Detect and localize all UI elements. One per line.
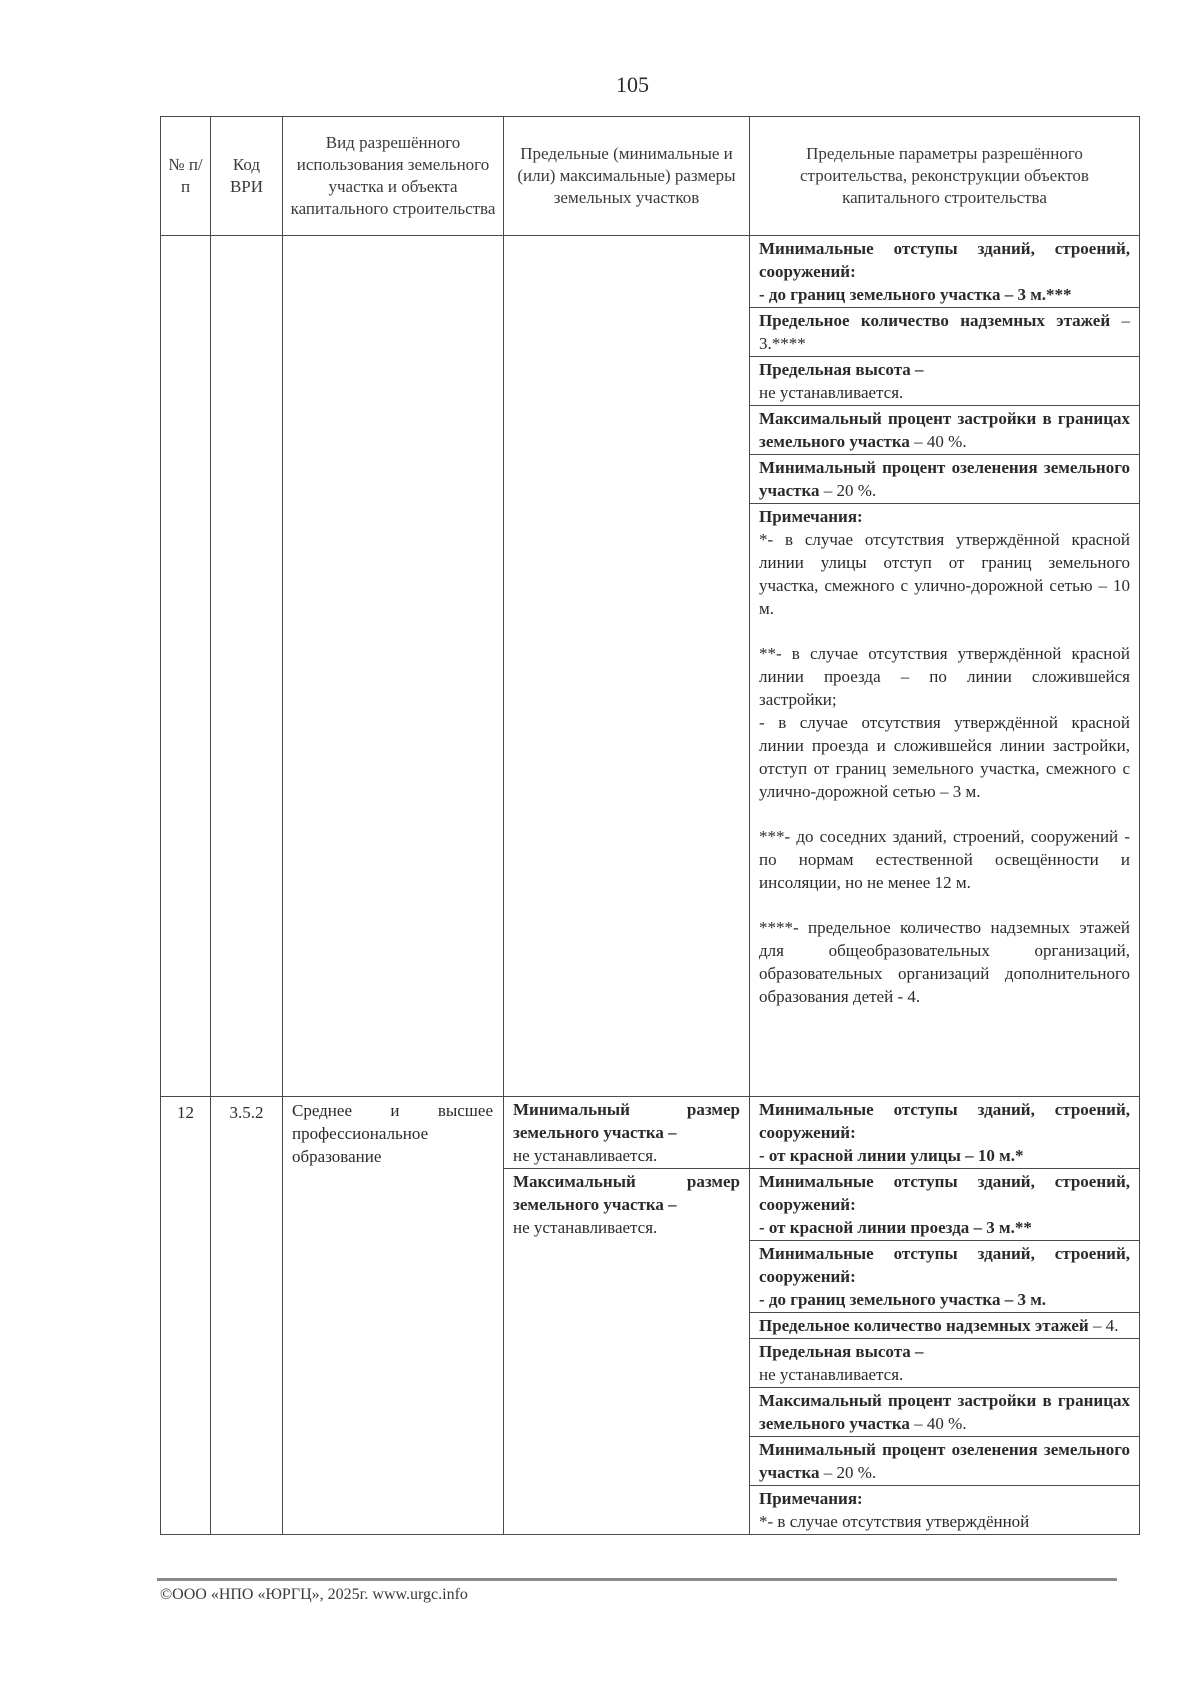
param-title: Минимальные отступы зданий, строений, сооружений: <box>759 1172 1130 1214</box>
param-title: Максимальный процент застройки в границах земельного участка <box>759 409 1130 451</box>
param-value: не устанавливается. <box>759 1365 904 1384</box>
cell-construction-params <box>750 1097 1140 1535</box>
header-use-type: Вид разрешённого использования земельного участка и объекта капитального строительства <box>283 117 504 236</box>
size-title: Максимальный размер земельного участка – <box>513 1172 740 1214</box>
param-value: – 4. <box>1088 1316 1119 1335</box>
cell-plot-sizes <box>504 236 750 1097</box>
param-value: - от красной линии проезда – 3 м.** <box>759 1218 1032 1237</box>
param-value: – 20 %. <box>819 481 877 500</box>
param-title: Минимальный процент озеленения земельного участка <box>759 1440 1130 1482</box>
notes-block <box>750 1486 1139 1534</box>
cell-number <box>161 236 211 1097</box>
param-block <box>750 1437 1139 1486</box>
notes-title: Примечания: <box>759 507 863 526</box>
param-title: Минимальные отступы зданий, строений, сооружений: <box>759 1100 1130 1142</box>
cell-construction-params <box>750 236 1140 1097</box>
note-item: ***- до соседних зданий, строений, сооружений - по нормам естественной освещённости и инсоляции, но не менее 12 м. <box>759 827 1130 892</box>
note-item: *- в случае отсутствия утверждённой красной линии улицы отступ от границ земельного участка, смежного с улично-дорожной сетью – 10 м. <box>759 530 1130 618</box>
param-value: - до границ земельного участка – 3 м. <box>759 1290 1047 1309</box>
param-title: Минимальные отступы зданий, строений, сооружений: <box>759 239 1130 281</box>
cell-code <box>211 236 283 1097</box>
note-item: **- в случае отсутствия утверждённой красной линии проезда – по линии сложившейся застройки; <box>759 644 1130 709</box>
param-value: - от красной линии улицы – 10 м.* <box>759 1146 1024 1165</box>
note-item: - в случае отсутствия утверждённой красной линии проезда и сложившейся линии застройки, отступ от границ земельного участка, смежного с улично-дорожной сетью – 3 м. <box>759 713 1130 801</box>
footer-divider <box>157 1578 1117 1581</box>
size-title: Минимальный размер земельного участка – <box>513 1100 740 1142</box>
use-type-text: Среднее и высшее профессиональное образование <box>292 1101 493 1166</box>
table-header-row <box>161 117 1140 236</box>
param-title: Предельное количество надземных этажей <box>759 1316 1089 1335</box>
cell-code: 3.5.2 <box>211 1097 283 1535</box>
param-block <box>750 236 1139 308</box>
param-block <box>750 1388 1139 1437</box>
param-value: – 40 %. <box>909 432 967 451</box>
param-title: Максимальный процент застройки в границах земельного участка <box>759 1391 1130 1433</box>
note-item: *- в случае отсутствия утверждённой <box>759 1512 1030 1531</box>
cell-plot-sizes <box>504 1097 750 1535</box>
param-block <box>750 1097 1139 1169</box>
regulations-table <box>160 116 1140 1535</box>
param-title: Предельная высота – <box>759 1342 924 1361</box>
notes-block <box>750 504 1139 1009</box>
size-value: не устанавливается. <box>513 1146 658 1165</box>
note-item: ****- предельное количество надземных этажей для общеобразовательных организаций, образовательных организаций дополнительного образования детей - 4. <box>759 918 1130 1006</box>
size-block <box>504 1097 749 1169</box>
cell-number: 12 <box>161 1097 211 1535</box>
param-block <box>750 308 1139 357</box>
size-block <box>504 1169 749 1240</box>
cell-use-type <box>283 236 504 1097</box>
param-block <box>750 357 1139 406</box>
param-title: Предельная высота – <box>759 360 924 379</box>
notes-title: Примечания: <box>759 1489 863 1508</box>
param-title: Минимальные отступы зданий, строений, сооружений: <box>759 1244 1130 1286</box>
param-block <box>750 1339 1139 1388</box>
param-value: не устанавливается. <box>759 383 904 402</box>
param-block <box>750 1241 1139 1313</box>
header-construction-params: Предельные параметры разрешённого строительства, реконструкции объектов капитального строительства <box>750 117 1140 236</box>
param-value: - до границ земельного участка – 3 м.*** <box>759 285 1072 304</box>
param-title: Предельное количество надземных этажей <box>759 311 1111 330</box>
param-block <box>750 455 1139 504</box>
header-code: Код ВРИ <box>211 117 283 236</box>
header-plot-sizes: Предельные (минимальные и (или) максимальные) размеры земельных участков <box>504 117 750 236</box>
param-block <box>750 406 1139 455</box>
param-value: – 3.**** <box>759 311 1131 353</box>
page-number: 105 <box>616 72 649 97</box>
param-value: – 40 %. <box>909 1414 967 1433</box>
cell-use-type <box>283 1097 504 1535</box>
table-row <box>161 1097 1140 1535</box>
param-value: – 20 %. <box>819 1463 877 1482</box>
table-row <box>161 236 1140 1097</box>
size-value: не устанавливается. <box>513 1218 658 1237</box>
footer-copyright: ©ООО «НПО «ЮРГЦ», 2025г. www.urgc.info <box>160 1586 468 1603</box>
param-block <box>750 1169 1139 1241</box>
header-number: № п/п <box>161 117 211 236</box>
param-block <box>750 1313 1139 1339</box>
param-title: Минимальный процент озеленения земельного участка <box>759 458 1130 500</box>
